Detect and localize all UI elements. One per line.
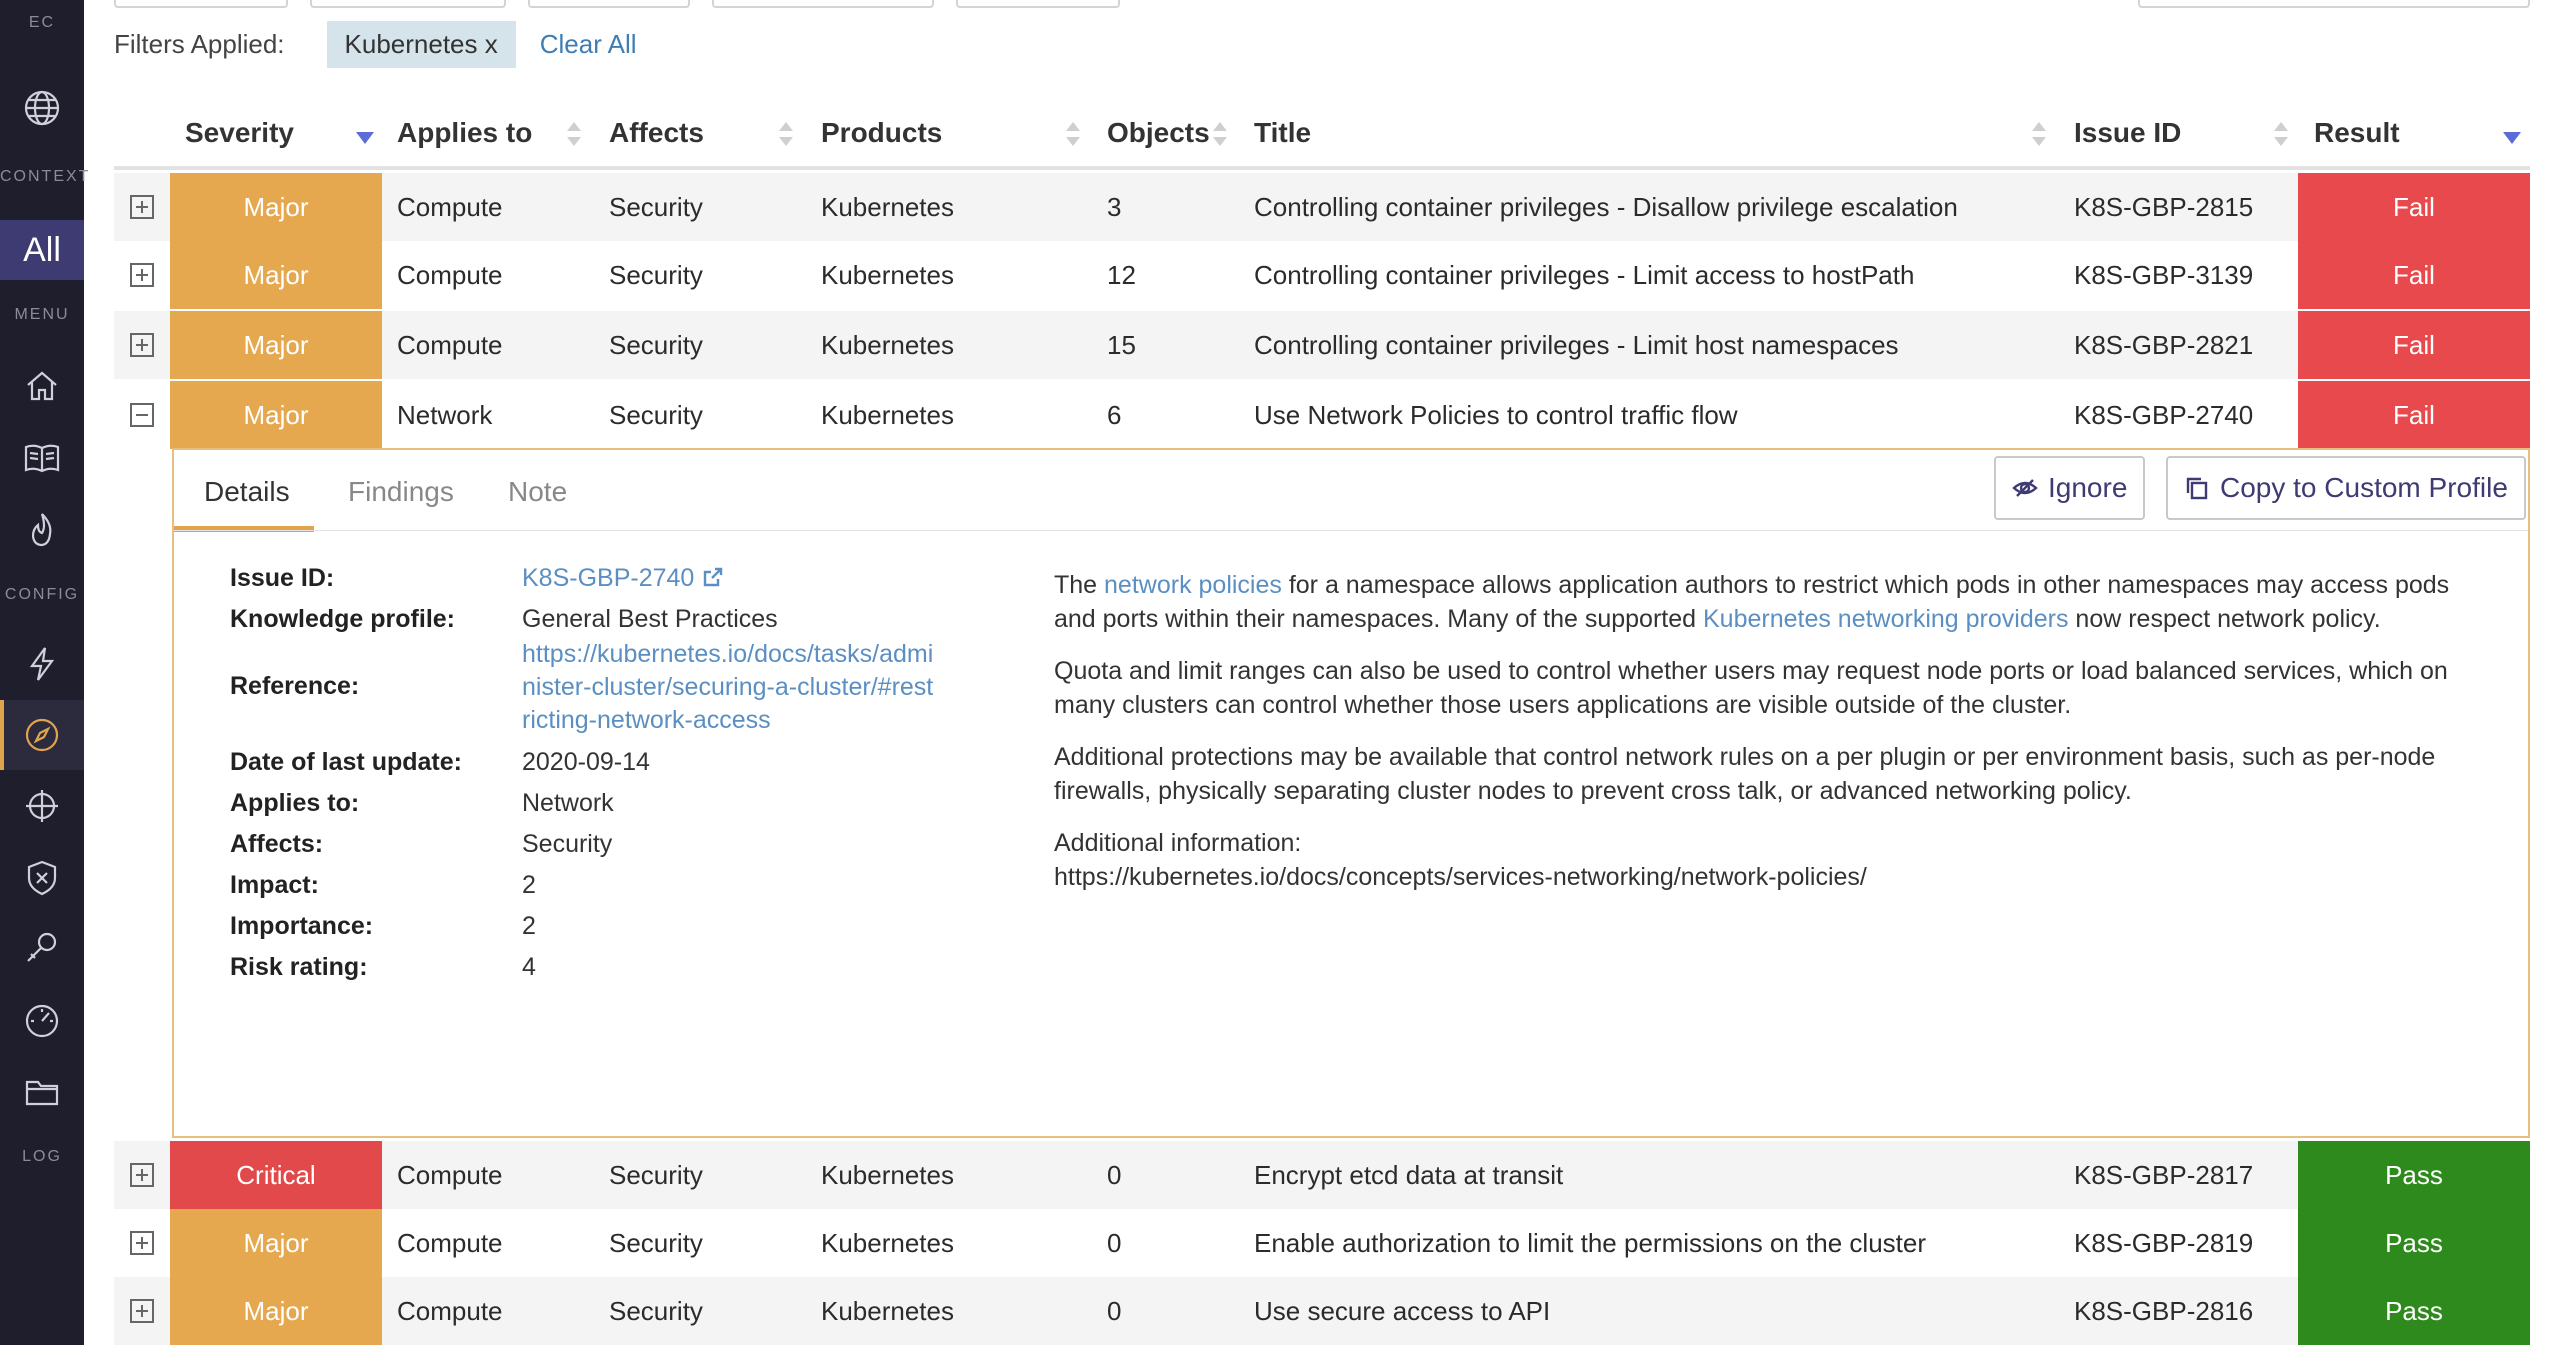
header-issue-id[interactable]: Issue ID — [2074, 117, 2182, 148]
sidebar-log-label: LOG — [22, 1148, 62, 1165]
header-affects[interactable]: Affects — [609, 117, 704, 148]
objects-cell: 6 — [1107, 399, 1122, 430]
affects-cell: Security — [609, 1159, 703, 1190]
issue-id-cell: K8S-GBP-2819 — [2074, 1227, 2254, 1258]
products-cell: Kubernetes — [821, 1295, 954, 1326]
table-row[interactable] — [114, 311, 2530, 379]
result-badge: Fail — [2298, 381, 2530, 449]
additional-info-link[interactable]: https://kubernetes.io/docs/concepts/services-networking/network-policies/ — [1054, 863, 1867, 891]
products-cell: Kubernetes — [821, 1227, 954, 1258]
lightning-icon[interactable] — [20, 642, 64, 686]
sort-icon[interactable] — [779, 122, 793, 148]
result-badge: Pass — [2298, 1277, 2530, 1345]
title-cell: Use Network Policies to control traffic flow — [1254, 399, 1738, 430]
result-badge: Fail — [2298, 311, 2530, 379]
affects-cell: Security — [609, 259, 703, 290]
table-row[interactable] — [114, 1209, 2530, 1277]
networking-providers-link[interactable]: Kubernetes networking providers — [1702, 605, 2069, 633]
context-all-button[interactable]: All — [0, 220, 84, 280]
issue-id-cell: K8S-GBP-2740 — [2074, 399, 2254, 430]
desc-text: for a namespace allows application authors to restrict which pods in other namespaces may access pods and ports within their namespaces. Many of the supported — [1054, 571, 2450, 633]
tab-findings[interactable]: Findings — [348, 476, 454, 507]
objects-cell: 0 — [1107, 1159, 1122, 1190]
home-icon[interactable] — [20, 364, 64, 408]
collapse-icon[interactable] — [130, 403, 154, 427]
issue-id-label: Issue ID: — [230, 564, 335, 592]
date-value: 2020-09-14 — [522, 748, 650, 776]
copy-label: Copy to Custom Profile — [2220, 472, 2508, 503]
reference-label: Reference: — [230, 672, 360, 700]
filter-chip-kubernetes[interactable]: Kubernetes x — [327, 21, 516, 68]
objects-cell: 15 — [1107, 329, 1136, 360]
affects-cell: Security — [609, 1295, 703, 1326]
sort-icon[interactable] — [2274, 122, 2288, 148]
issue-id-cell: K8S-GBP-2821 — [2074, 329, 2254, 360]
description-paragraph-2: Quota and limit ranges can also be used to control whether users may request node ports or load balanced services, which on many clusters can control whether those users applications are visible outside of the cluster. — [1054, 657, 2448, 719]
sort-icon[interactable] — [2032, 122, 2046, 148]
severity-badge: Major — [170, 1209, 382, 1277]
applies-cell: Compute — [397, 1159, 503, 1190]
reference-line-2[interactable]: nister-cluster/securing-a-cluster/#rest — [522, 673, 934, 701]
issue-id-link[interactable] — [522, 564, 725, 593]
risk-rating-value: 4 — [522, 953, 536, 981]
desc-text: The — [1054, 571, 1105, 599]
importance-value: 2 — [522, 912, 536, 940]
header-result[interactable]: Result — [2314, 117, 2400, 148]
top-search-control[interactable] — [2138, 0, 2530, 8]
sort-desc-icon[interactable] — [356, 132, 374, 144]
sidebar-top-label: EC — [28, 14, 56, 31]
products-cell: Kubernetes — [821, 399, 954, 430]
copy-icon — [2184, 475, 2210, 501]
title-cell: Controlling container privileges - Limit access to hostPath — [1254, 259, 1915, 290]
result-badge: Pass — [2298, 1209, 2530, 1277]
table-row-expanded[interactable] — [114, 381, 2530, 449]
reference-line-1[interactable]: https://kubernetes.io/docs/tasks/admi — [522, 640, 934, 668]
sidebar-context-label: CONTEXT — [0, 168, 91, 185]
expand-icon[interactable] — [130, 263, 154, 287]
applies-to-label: Applies to: — [230, 789, 360, 817]
table-row[interactable] — [114, 241, 2530, 309]
knowledge-profile-value: General Best Practices — [522, 605, 778, 633]
result-badge: Fail — [2298, 241, 2530, 309]
applies-cell: Compute — [397, 259, 503, 290]
issue-id-value: K8S-GBP-2740 — [522, 564, 695, 592]
reference-line-3[interactable]: ricting-network-access — [522, 706, 771, 734]
severity-badge: Major — [170, 173, 382, 241]
header-objects[interactable]: Objects — [1107, 117, 1210, 148]
impact-label: Impact: — [230, 871, 319, 899]
top-filter-control[interactable] — [712, 0, 934, 8]
ignore-label: Ignore — [2048, 472, 2128, 503]
top-filter-control[interactable] — [310, 0, 506, 8]
impact-value: 2 — [522, 871, 536, 899]
folder-icon[interactable] — [20, 1070, 64, 1114]
affects-cell: Security — [609, 191, 703, 222]
date-label: Date of last update: — [230, 748, 462, 776]
expand-icon[interactable] — [130, 1231, 154, 1255]
applies-cell: Compute — [397, 329, 503, 360]
network-policies-link[interactable]: network policies — [1104, 571, 1282, 599]
description-paragraph-3: Additional protections may be available that control network rules on a per plugin or per environment basis, such as per-node firewalls, physically separating cluster nodes to prevent cross talk, or advanced networking policy. — [1054, 743, 2436, 805]
header-title[interactable]: Title — [1254, 117, 1312, 148]
affects-label: Affects: — [230, 830, 324, 858]
issue-detail-panel — [172, 448, 2530, 1138]
sort-icon[interactable] — [1213, 122, 1227, 148]
objects-cell: 3 — [1107, 191, 1122, 222]
ignore-button[interactable] — [1994, 456, 2145, 520]
severity-badge: Major — [170, 381, 382, 449]
issue-id-cell: K8S-GBP-2816 — [2074, 1295, 2254, 1326]
title-cell: Controlling container privileges - Limit host namespaces — [1254, 329, 1899, 360]
products-cell: Kubernetes — [821, 191, 954, 222]
title-cell: Enable authorization to limit the permissions on the cluster — [1254, 1227, 1927, 1258]
top-filter-control[interactable] — [956, 0, 1120, 8]
issue-id-cell: K8S-GBP-2815 — [2074, 191, 2254, 222]
desc-text: now respect network policy. — [2068, 605, 2381, 633]
book-icon[interactable] — [20, 436, 64, 480]
applies-cell: Compute — [397, 191, 503, 222]
clear-all-link[interactable]: Clear All — [539, 28, 637, 59]
table-header — [114, 100, 2530, 170]
applies-to-value: Network — [522, 789, 614, 817]
severity-badge: Major — [170, 1277, 382, 1345]
tab-note[interactable]: Note — [508, 476, 568, 507]
sidebar — [0, 0, 91, 1345]
crosshair-icon[interactable] — [20, 784, 64, 828]
sidebar-config-label: CONFIG — [4, 586, 80, 603]
sort-icon[interactable] — [1066, 122, 1080, 148]
fire-icon[interactable] — [20, 508, 64, 552]
knowledge-profile-label: Knowledge profile: — [230, 605, 455, 633]
wrench-icon[interactable] — [20, 926, 64, 970]
objects-cell: 12 — [1107, 259, 1136, 290]
applies-cell: Network — [397, 399, 493, 430]
expand-icon[interactable] — [130, 195, 154, 219]
sidebar-menu-label: MENU — [14, 306, 70, 323]
risk-rating-label: Risk rating: — [230, 953, 368, 981]
title-cell: Use secure access to API — [1254, 1295, 1551, 1326]
result-badge: Fail — [2298, 173, 2530, 241]
products-cell: Kubernetes — [821, 259, 954, 290]
eye-slash-icon — [2012, 475, 2038, 501]
affects-cell: Security — [609, 399, 703, 430]
applies-cell: Compute — [397, 1227, 503, 1258]
header-severity[interactable]: Severity — [185, 117, 294, 148]
affects-cell: Security — [609, 329, 703, 360]
header-applies-to[interactable]: Applies to — [397, 117, 533, 148]
expand-icon[interactable] — [130, 1299, 154, 1323]
description-paragraph-1 — [1054, 568, 2494, 636]
sort-icon[interactable] — [567, 122, 581, 148]
external-link-icon — [701, 565, 725, 589]
objects-cell: 0 — [1107, 1227, 1122, 1258]
issue-id-cell: K8S-GBP-3139 — [2074, 259, 2254, 290]
top-filter-control[interactable] — [528, 0, 690, 8]
table-row[interactable] — [114, 1277, 2530, 1345]
filters-label: Filters Applied: — [114, 28, 285, 59]
table-row[interactable] — [114, 1141, 2530, 1209]
applies-cell: Compute — [397, 1295, 503, 1326]
products-cell: Kubernetes — [821, 1159, 954, 1190]
sort-desc-icon[interactable] — [2503, 132, 2521, 144]
tabs-divider — [174, 530, 2528, 531]
globe-icon[interactable] — [20, 86, 64, 130]
gauge-icon[interactable] — [20, 998, 64, 1042]
severity-badge: Major — [170, 311, 382, 379]
issue-id-cell: K8S-GBP-2817 — [2074, 1159, 2254, 1190]
objects-cell: 0 — [1107, 1295, 1122, 1326]
result-badge: Pass — [2298, 1141, 2530, 1209]
expand-icon[interactable] — [130, 1163, 154, 1187]
products-cell: Kubernetes — [821, 329, 954, 360]
severity-badge: Critical — [170, 1141, 382, 1209]
title-cell: Controlling container privileges - Disallow privilege escalation — [1254, 191, 1958, 222]
table-row[interactable] — [114, 173, 2530, 241]
top-filter-control[interactable] — [114, 0, 288, 8]
expand-icon[interactable] — [130, 333, 154, 357]
additional-info-label: Additional information: — [1054, 829, 1302, 857]
importance-label: Importance: — [230, 912, 374, 940]
affects-cell: Security — [609, 1227, 703, 1258]
compass-icon[interactable] — [20, 713, 64, 757]
affects-value: Security — [522, 830, 613, 858]
severity-badge: Major — [170, 241, 382, 309]
filters-bar — [114, 20, 637, 68]
tab-details[interactable]: Details — [204, 476, 290, 507]
header-products[interactable]: Products — [821, 117, 943, 148]
copy-to-custom-profile-button[interactable] — [2166, 456, 2526, 520]
title-cell: Encrypt etcd data at transit — [1254, 1159, 1564, 1190]
active-tab-indicator — [174, 526, 314, 532]
shield-icon[interactable] — [20, 856, 64, 900]
